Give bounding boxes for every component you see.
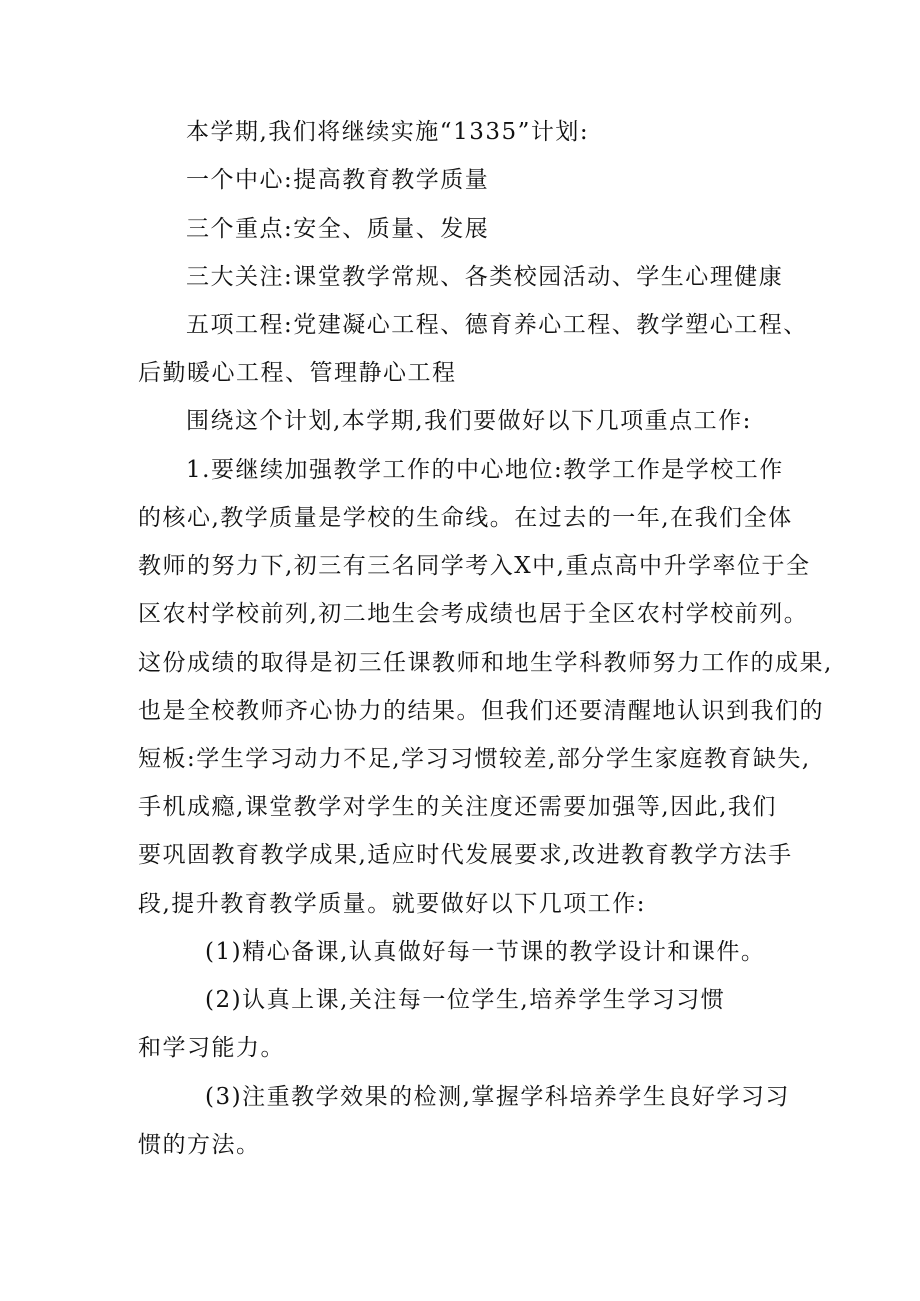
body-line: 的核心,教学质量是学校的生命线。在过去的一年,在我们全体 <box>138 505 793 531</box>
paragraph-plan: 围绕这个计划,本学期,我们要做好以下几项重点工作: <box>186 408 752 434</box>
body-line: 要巩固教育教学成果,适应时代发展要求,改进教育教学方法手 <box>138 842 793 868</box>
sub-item-2-cont: 和学习能力。 <box>138 1035 285 1061</box>
body-line: 教师的努力下,初三有三名同学考入X中,重点高中升学率位于全 <box>138 553 811 579</box>
body-line: 短板:学生学习动力不足,学习习惯较差,部分学生家庭教育缺失, <box>138 746 811 772</box>
paragraph-three-focus: 三个重点:安全、质量、发展 <box>186 216 490 242</box>
sub-item-1: (1)精心备课,认真做好每一节课的教学设计和课件。 <box>205 939 766 965</box>
sub-item-3: (3)注重教学效果的检测,掌握学科培养学生良好学习习 <box>205 1084 790 1110</box>
body-line: 区农村学校前列,初二地生会考成绩也居于全区农村学校前列。 <box>138 601 809 627</box>
sub-item-2: (2)认真上课,关注每一位学生,培养学生学习习惯 <box>205 987 726 1013</box>
body-line: 这份成绩的取得是初三任课教师和地生学科教师努力工作的成果, <box>138 650 833 676</box>
paragraph-five-projects-cont: 后勤暖心工程、管理静心工程 <box>138 360 457 386</box>
paragraph-item-1: 1.要继续加强教学工作的中心地位:教学工作是学校工作 <box>186 457 784 483</box>
body-line: 段,提升教育教学质量。就要做好以下几项工作: <box>138 891 647 917</box>
paragraph-intro: 本学期,我们将继续实施“1335”计划: <box>186 119 590 145</box>
body-line: 手机成瘾,课堂教学对学生的关注度还需要加强等,因此,我们 <box>138 794 777 820</box>
sub-item-3-cont: 惯的方法。 <box>138 1132 261 1158</box>
paragraph-five-projects: 五项工程:党建凝心工程、德育养心工程、教学塑心工程、 <box>186 312 808 338</box>
paragraph-three-concerns: 三大关注:课堂教学常规、各类校园活动、学生心理健康 <box>186 264 784 290</box>
body-line: 也是全校教师齐心协力的结果。但我们还要清醒地认识到我们的 <box>138 698 824 724</box>
paragraph-one-center: 一个中心:提高教育教学质量 <box>186 167 490 193</box>
